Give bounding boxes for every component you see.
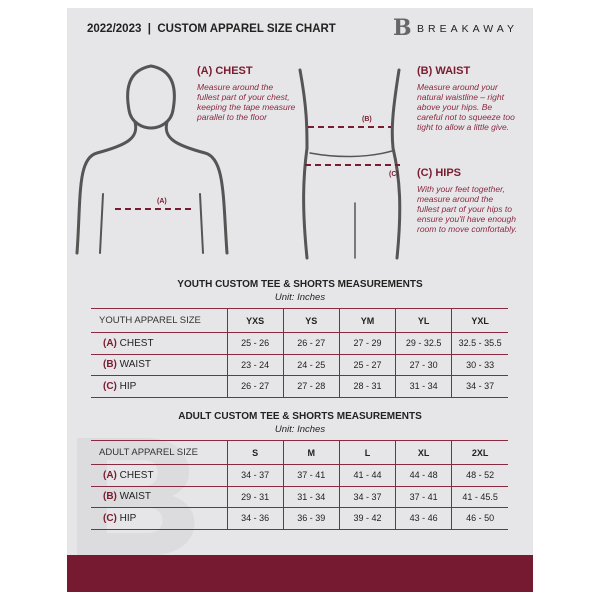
size-header: YM [339, 309, 395, 333]
size-header: YXS [227, 309, 283, 333]
cell: 34 - 36 [227, 508, 283, 530]
size-header: YXL [452, 309, 508, 333]
header-cell: ADULT APPAREL SIZE [91, 441, 227, 465]
cell: 26 - 27 [227, 376, 283, 398]
table-row [91, 376, 508, 398]
waist-heading: (B) WAIST [417, 65, 471, 77]
cell: 30 - 33 [452, 354, 508, 376]
chest-description: Measure around the fullest part of your chest, keeping the tape measure parallel to the floor [197, 82, 296, 122]
cell: 27 - 29 [339, 333, 395, 355]
row-name: WAIST [119, 359, 151, 371]
cell: 32.5 - 35.5 [452, 333, 508, 355]
cell: 34 - 37 [452, 376, 508, 398]
table-row [91, 354, 508, 376]
size-header: YL [396, 309, 452, 333]
cell: 36 - 39 [283, 508, 339, 530]
size-header: M [283, 441, 339, 465]
adult-table-title: ADULT CUSTOM TEE & SHORTS MEASUREMENTS [178, 411, 422, 422]
cell: 25 - 26 [227, 333, 283, 355]
row-name: HIP [119, 512, 137, 524]
chest-heading: (A) CHEST [197, 65, 253, 77]
footer-band [67, 555, 533, 592]
row-letter: (C) [103, 380, 117, 392]
cell: 46 - 50 [452, 508, 508, 530]
youth-size-table [91, 308, 508, 398]
brand-logo: B [393, 15, 412, 41]
youth-unit: Unit: Inches [274, 292, 326, 303]
row-label [91, 333, 227, 355]
hips-heading: (C) HIPS [417, 167, 461, 179]
row-letter: (C) [103, 512, 117, 524]
row-name: HIP [119, 380, 137, 392]
cell: 28 - 31 [339, 376, 395, 398]
table-row [91, 508, 508, 530]
cell: 48 - 52 [452, 465, 508, 487]
row-label [91, 354, 227, 376]
cell: 43 - 46 [396, 508, 452, 530]
table-row [91, 486, 508, 508]
cell: 39 - 42 [339, 508, 395, 530]
cell: 27 - 30 [396, 354, 452, 376]
cell: 44 - 48 [396, 465, 452, 487]
cell: 23 - 24 [227, 354, 283, 376]
cell: 37 - 41 [396, 486, 452, 508]
row-letter: (B) [103, 359, 117, 371]
cell: 34 - 37 [339, 486, 395, 508]
table-header-row [91, 309, 508, 333]
size-header: L [339, 441, 395, 465]
shoulders-outline [77, 122, 227, 253]
size-header: S [227, 441, 283, 465]
cell: 24 - 25 [283, 354, 339, 376]
row-label [91, 465, 227, 487]
chest-marker: (A) [157, 198, 167, 205]
row-letter: (A) [103, 469, 117, 481]
size-header: XL [396, 441, 452, 465]
header-cell: YOUTH APPAREL SIZE [91, 309, 227, 333]
hips-description: With your feet together, measure around the fullest part of your hips to ensure you'll have enough room to move comfortably. [417, 184, 517, 234]
adult-size-table [91, 440, 508, 530]
brand-name: BREAKAWAY [417, 23, 518, 35]
table-header-row [91, 441, 508, 465]
cell: 41 - 45.5 [452, 486, 508, 508]
cell: 27 - 28 [283, 376, 339, 398]
table-row [91, 465, 508, 487]
row-name: WAIST [119, 491, 151, 503]
page-title: 2022/2023 | CUSTOM APPAREL SIZE CHART [87, 23, 336, 35]
waist-marker: (B) [362, 116, 372, 123]
cell: 26 - 27 [283, 333, 339, 355]
cell: 25 - 27 [339, 354, 395, 376]
cell: 31 - 34 [283, 486, 339, 508]
table-row [91, 333, 508, 355]
cell: 31 - 34 [396, 376, 452, 398]
adult-unit: Unit: Inches [274, 424, 326, 435]
size-chart-panel [67, 8, 533, 592]
cell: 41 - 44 [339, 465, 395, 487]
cell: 37 - 41 [283, 465, 339, 487]
size-header: 2XL [452, 441, 508, 465]
row-label [91, 508, 227, 530]
row-name: CHEST [119, 469, 154, 481]
cell: 29 - 32.5 [396, 333, 452, 355]
waist-description: Measure around your natural waistline – right above your hips. Be careful not to squeeze too tight to allow a little give. [417, 82, 515, 132]
row-name: CHEST [119, 337, 154, 349]
row-label [91, 486, 227, 508]
head-outline [128, 66, 175, 128]
row-letter: (A) [103, 337, 117, 349]
row-label [91, 376, 227, 398]
cell: 29 - 31 [227, 486, 283, 508]
hips-marker: (C) [389, 171, 399, 178]
size-header: YS [283, 309, 339, 333]
youth-table-title: YOUTH CUSTOM TEE & SHORTS MEASUREMENTS [177, 279, 423, 290]
row-letter: (B) [103, 491, 117, 503]
cell: 34 - 37 [227, 465, 283, 487]
